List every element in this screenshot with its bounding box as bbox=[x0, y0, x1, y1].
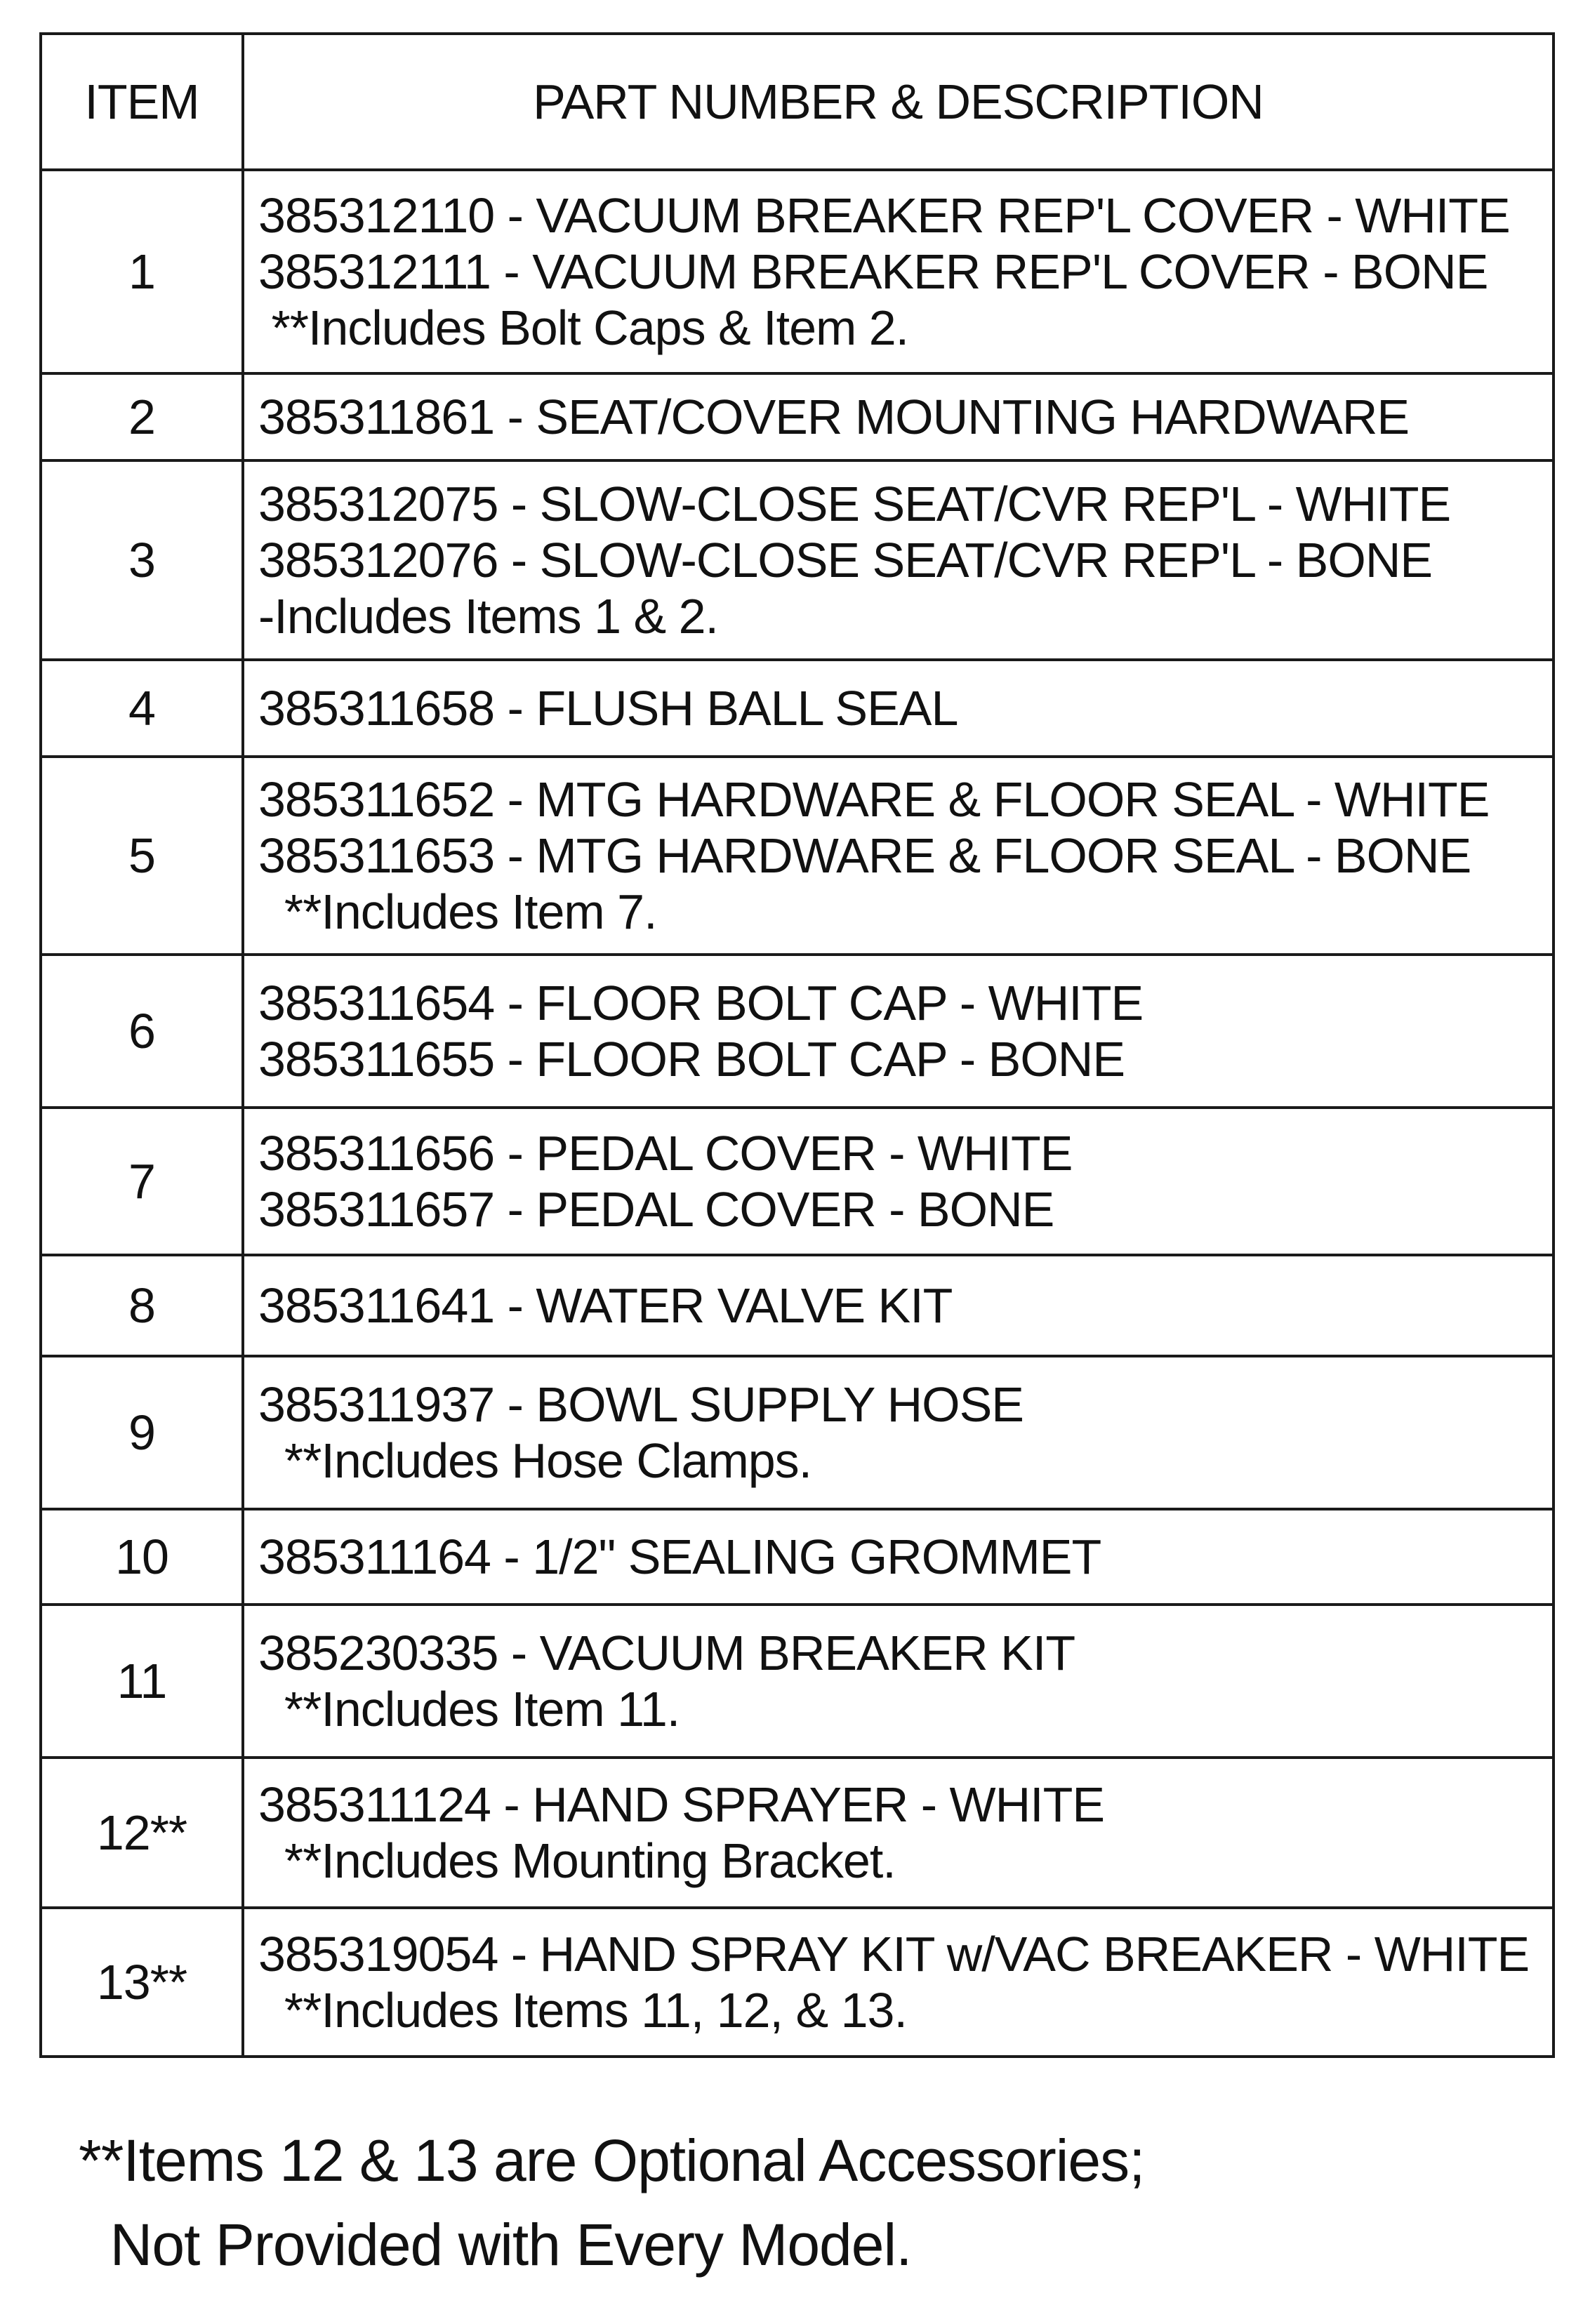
item-number: 2 bbox=[41, 373, 243, 460]
part-number-line: 385311657 - PEDAL COVER - BONE bbox=[258, 1182, 1054, 1237]
item-number: 9 bbox=[41, 1356, 243, 1509]
item-number: 6 bbox=[41, 955, 243, 1108]
table-row bbox=[41, 757, 1554, 955]
part-description bbox=[243, 660, 1554, 757]
part-description bbox=[243, 170, 1554, 373]
table-row bbox=[41, 1255, 1554, 1356]
table-row bbox=[41, 1605, 1554, 1758]
item-number: 7 bbox=[41, 1108, 243, 1255]
item-number: 1 bbox=[41, 170, 243, 373]
part-number-line: 385311641 - WATER VALVE KIT bbox=[258, 1278, 953, 1333]
includes-note: -Includes Items 1 & 2. bbox=[258, 589, 718, 644]
part-number-line: 385311653 - MTG HARDWARE & FLOOR SEAL - BONE bbox=[258, 828, 1471, 883]
part-number-line: 385311658 - FLUSH BALL SEAL bbox=[258, 681, 958, 736]
part-description bbox=[243, 1908, 1554, 2057]
parts-table bbox=[39, 32, 1555, 2058]
includes-note: **Includes Mounting Bracket. bbox=[258, 1833, 896, 1888]
part-description bbox=[243, 460, 1554, 660]
part-number-line: 385311164 - 1/2" SEALING GROMMET bbox=[258, 1529, 1101, 1584]
optional-accessories-footnote bbox=[79, 2118, 1144, 2287]
part-number-line: 385312111 - VACUUM BREAKER REP'L COVER - BONE bbox=[258, 244, 1488, 299]
part-number-line: 385311655 - FLOOR BOLT CAP - BONE bbox=[258, 1032, 1125, 1087]
part-description bbox=[243, 1356, 1554, 1509]
table-row bbox=[41, 170, 1554, 373]
parts-table-body bbox=[41, 170, 1554, 2057]
part-number-line: 385311656 - PEDAL COVER - WHITE bbox=[258, 1126, 1073, 1181]
item-number: 4 bbox=[41, 660, 243, 757]
footnote-line: Not Provided with Every Model. bbox=[79, 2212, 912, 2278]
item-number: 11 bbox=[41, 1605, 243, 1758]
item-number: 5 bbox=[41, 757, 243, 955]
includes-note: **Includes Item 11. bbox=[258, 1682, 680, 1737]
includes-note: **Includes Bolt Caps & Item 2. bbox=[258, 300, 909, 355]
description-column-header: PART NUMBER & DESCRIPTION bbox=[243, 34, 1554, 170]
part-description bbox=[243, 1758, 1554, 1908]
header-row bbox=[41, 34, 1554, 170]
part-number-line: 385312076 - SLOW-CLOSE SEAT/CVR REP'L - BONE bbox=[258, 533, 1433, 587]
includes-note: **Includes Item 7. bbox=[258, 884, 657, 939]
item-number: 8 bbox=[41, 1255, 243, 1356]
table-row bbox=[41, 1758, 1554, 1908]
footnote-line: **Items 12 & 13 are Optional Accessories; bbox=[79, 2127, 1145, 2193]
item-column-header: ITEM bbox=[41, 34, 243, 170]
includes-note: **Includes Items 11, 12, & 13. bbox=[258, 1983, 907, 2038]
part-number-line: 385311654 - FLOOR BOLT CAP - WHITE bbox=[258, 976, 1144, 1030]
part-description bbox=[243, 1255, 1554, 1356]
item-number: 10 bbox=[41, 1509, 243, 1605]
part-description bbox=[243, 757, 1554, 955]
part-description bbox=[243, 955, 1554, 1108]
table-row bbox=[41, 1356, 1554, 1509]
part-number-line: 385311937 - BOWL SUPPLY HOSE bbox=[258, 1377, 1024, 1432]
part-number-line: 385312075 - SLOW-CLOSE SEAT/CVR REP'L - WHITE bbox=[258, 477, 1451, 531]
part-description bbox=[243, 373, 1554, 460]
part-number-line: 385311861 - SEAT/COVER MOUNTING HARDWARE bbox=[258, 390, 1410, 444]
table-row bbox=[41, 955, 1554, 1108]
item-number: 13** bbox=[41, 1908, 243, 2057]
table-row bbox=[41, 373, 1554, 460]
part-number-line: 385312110 - VACUUM BREAKER REP'L COVER - WHITE bbox=[258, 188, 1510, 243]
part-description bbox=[243, 1509, 1554, 1605]
table-row bbox=[41, 660, 1554, 757]
part-number-line: 385311124 - HAND SPRAYER - WHITE bbox=[258, 1777, 1105, 1832]
part-number-line: 385311652 - MTG HARDWARE & FLOOR SEAL - WHITE bbox=[258, 772, 1490, 827]
item-number: 3 bbox=[41, 460, 243, 660]
table-row bbox=[41, 1108, 1554, 1255]
table-row bbox=[41, 1509, 1554, 1605]
part-description bbox=[243, 1108, 1554, 1255]
table-row bbox=[41, 460, 1554, 660]
item-number: 12** bbox=[41, 1758, 243, 1908]
part-description bbox=[243, 1605, 1554, 1758]
table-row bbox=[41, 1908, 1554, 2057]
part-number-line: 385230335 - VACUUM BREAKER KIT bbox=[258, 1626, 1075, 1680]
part-number-line: 385319054 - HAND SPRAY KIT w/VAC BREAKER - WHITE bbox=[258, 1927, 1530, 1981]
includes-note: **Includes Hose Clamps. bbox=[258, 1433, 812, 1488]
